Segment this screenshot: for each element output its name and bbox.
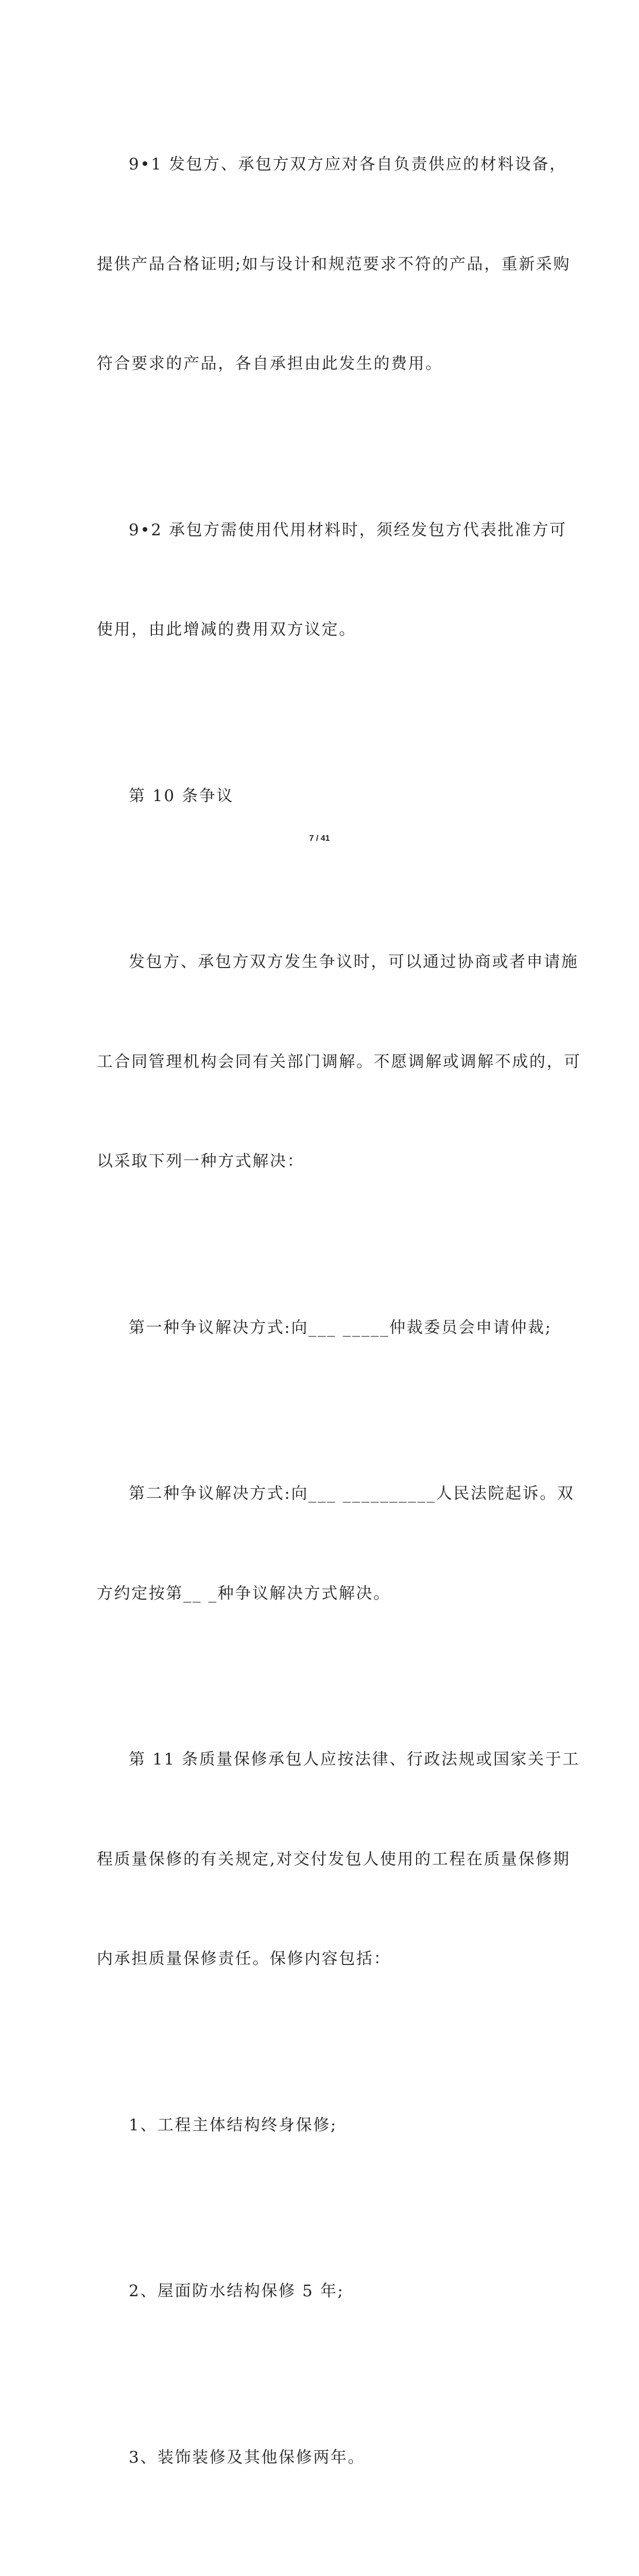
paragraph-dispute-option-2 [97, 1411, 575, 1676]
paragraph-article-11 [97, 1676, 580, 2042]
text-line: 第 11 条质量保修承包人应按法律、行政法规或国家关于工 [129, 1750, 580, 1769]
heading-article-10 [97, 713, 545, 879]
paragraph-dispute-option-1 [97, 1245, 552, 1411]
text-line: 程质量保修的有关规定,对交付发包人使用的工程在质量保修期 [97, 1850, 571, 1869]
text-line: 9•1 发包方、承包方双方应对各自负责供应的材料设备， [129, 155, 567, 174]
list-item-warranty-1 [97, 2042, 545, 2209]
paragraph-9-2 [97, 447, 567, 713]
paragraph-dispute [97, 879, 581, 1245]
text-line: 以采取下列一种方式解决： [97, 1152, 305, 1171]
text-line: 第 10 条争议 [129, 786, 234, 805]
text-line: 1、工程主体结构终身保修; [129, 2115, 337, 2134]
text-line: 提供产品合格证明;如与设计和规范要求不符的产品，重新采购 [97, 255, 571, 274]
text-line: 工合同管理机构会同有关部门调解。不愿调解或调解不成的，可 [97, 1052, 581, 1071]
text-line: 符合要求的产品，各自承担由此发生的费用。 [97, 354, 443, 373]
document-body [97, 81, 581, 2576]
list-item-warranty-2 [97, 2208, 545, 2375]
text-line: 第一种争议解决方式:向___ _____仲裁委员会申请仲裁; [129, 1318, 552, 1337]
page-number: 7 / 41 [309, 834, 330, 843]
text-line: 内承担质量保修责任。保修内容包括： [97, 1950, 391, 1968]
text-line: 2、屋面防水结构保修 5 年; [129, 2282, 344, 2300]
paragraph-9-1 [97, 81, 571, 447]
text-line: 方约定按第__ _种争议解决方式解决。 [97, 1584, 391, 1603]
text-line: 9•2 承包方需使用代用材料时，须经发包方代表批准方可 [129, 520, 567, 539]
heading-article-12 [97, 2540, 545, 2576]
text-line: 第二种争议解决方式:向___ __________人民法院起诉。双 [129, 1484, 575, 1503]
list-item-warranty-3 [97, 2375, 545, 2541]
text-line: 3、装饰装修及其他保修两年。 [129, 2448, 366, 2467]
text-line: 发包方、承包方双方发生争议时，可以通过协商或者申请施 [129, 953, 579, 971]
text-line: 使用，由此增减的费用双方议定。 [97, 620, 356, 639]
